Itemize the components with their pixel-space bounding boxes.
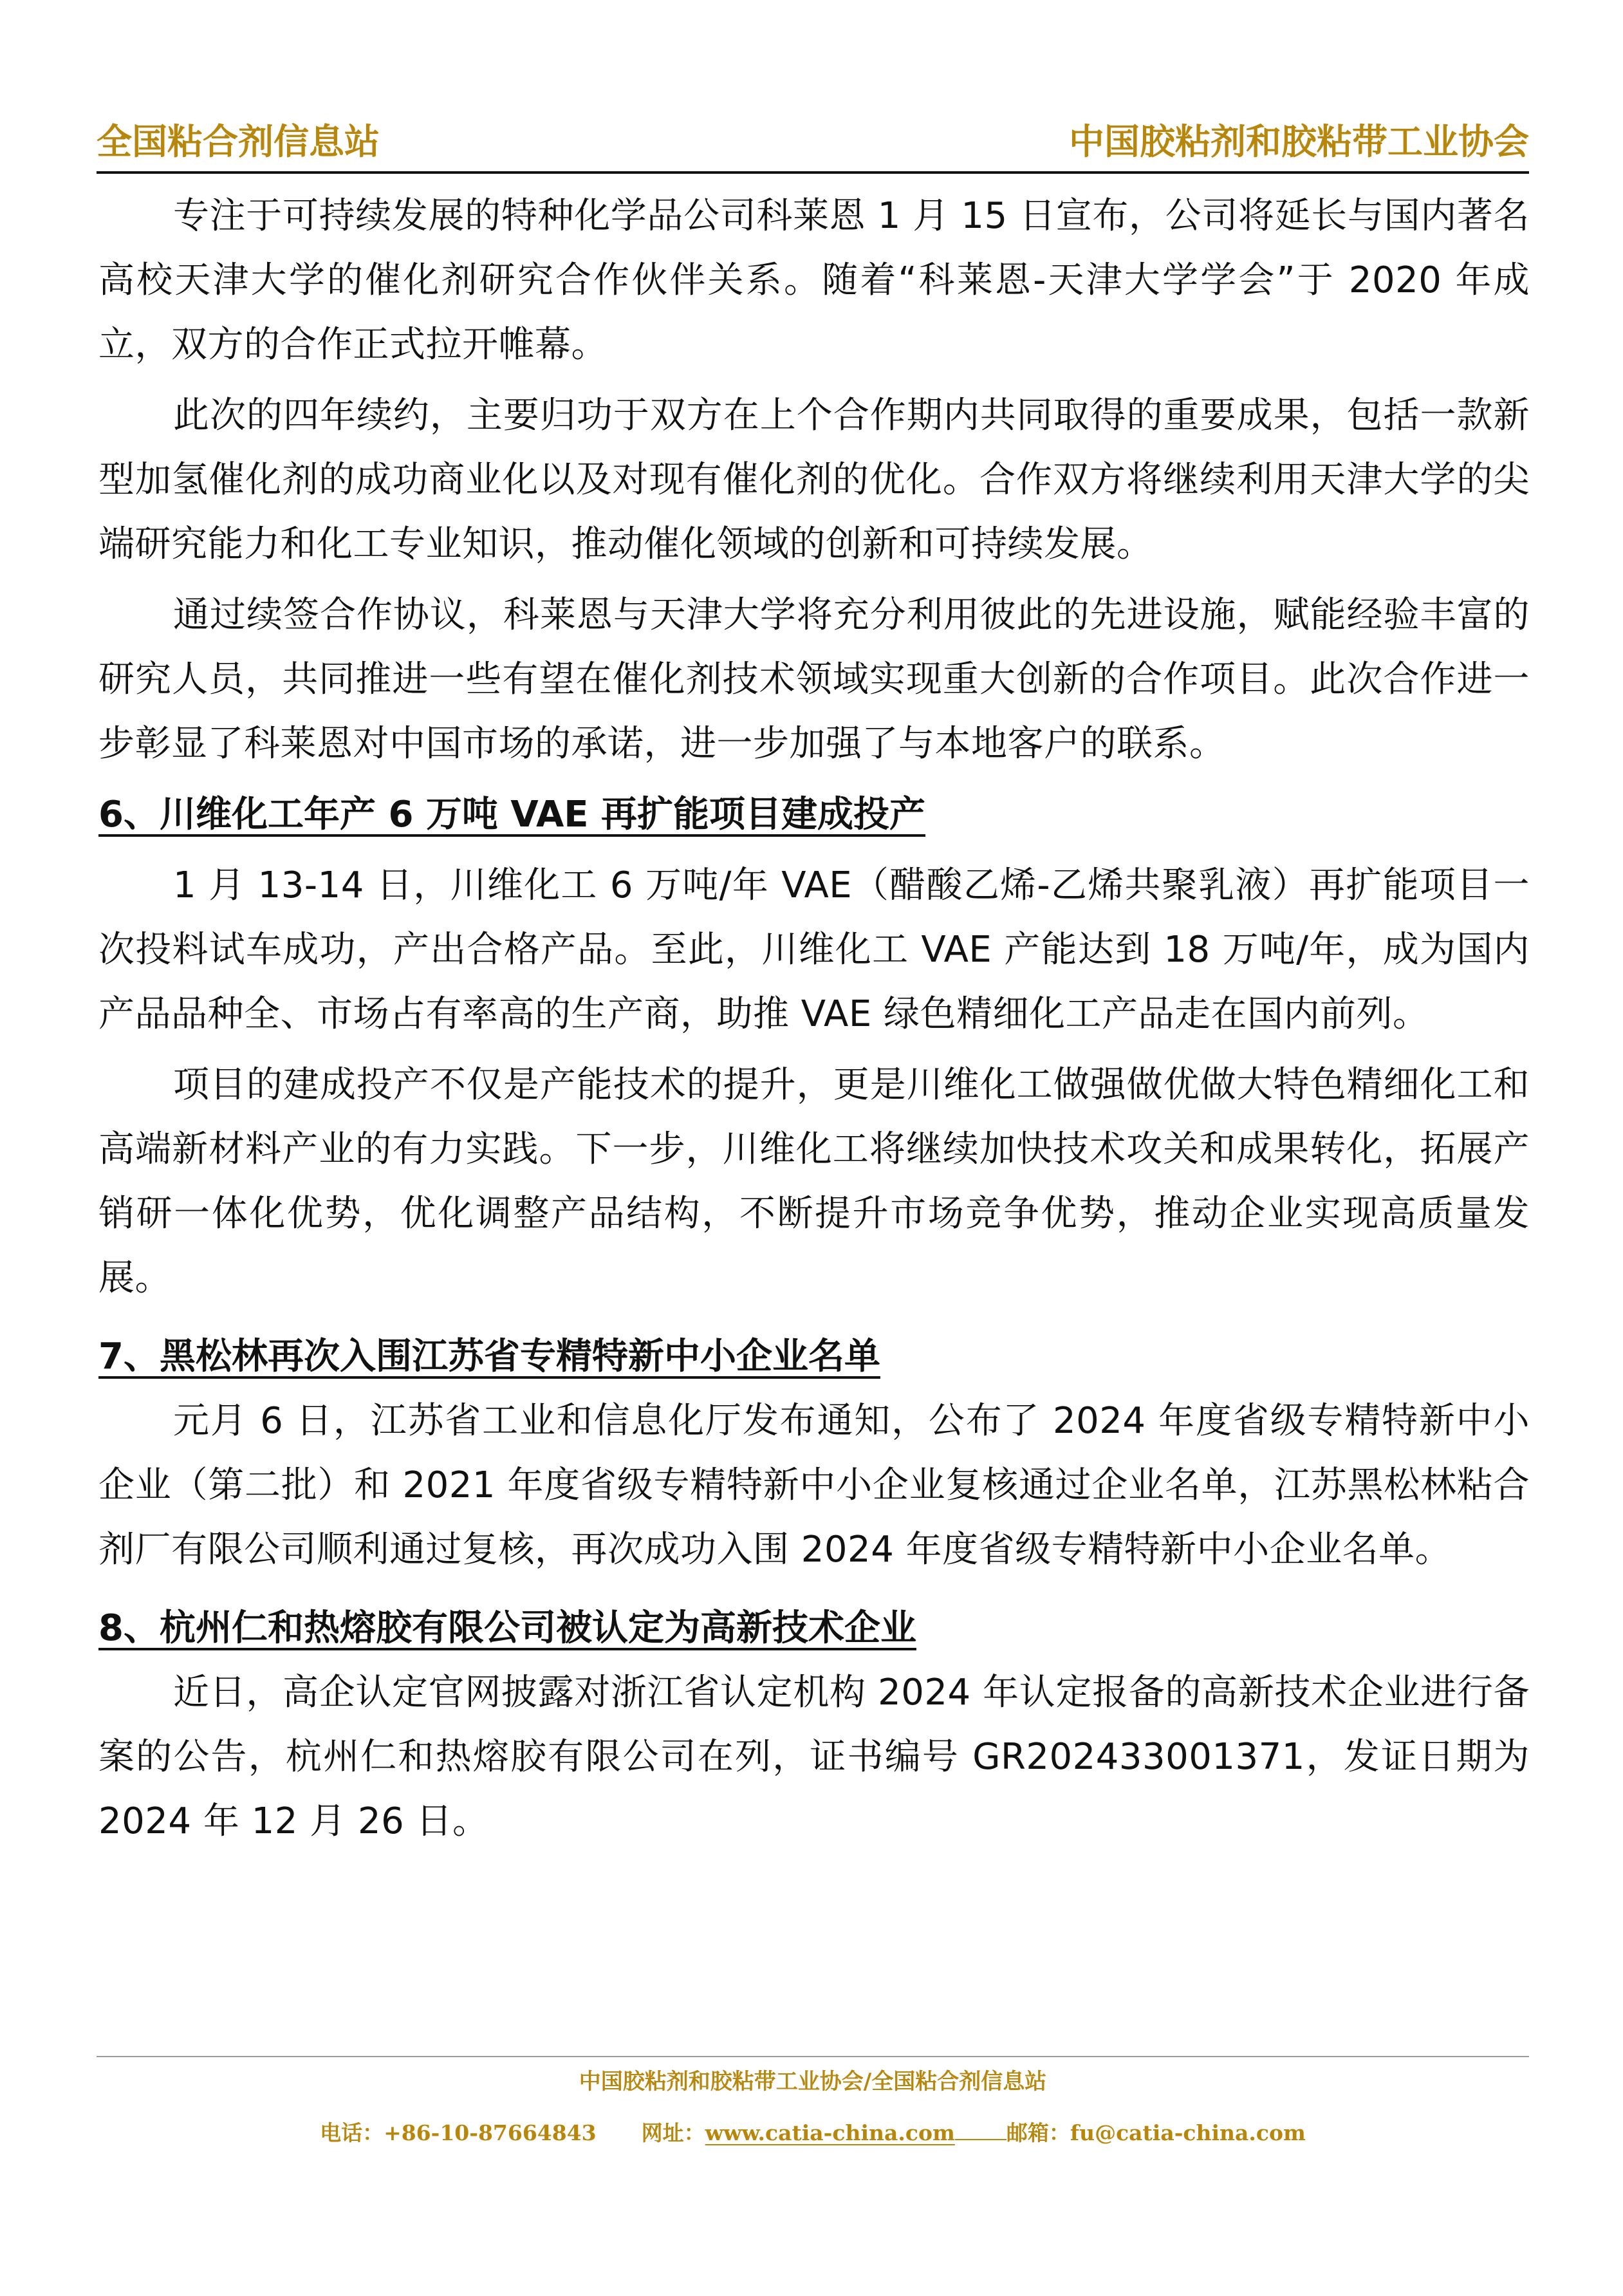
section-6-heading [98, 783, 1530, 847]
section-8-paragraph-1: 近日，高企认定官网披露对浙江省认定机构 2024 年认定报备的高新技术企业进行备案的公告，杭州仁和热熔胶有限公司在列，证书编号 GR202433001371，发证日期为 2024 年 12 月 26 日。 [98, 1672, 1530, 1842]
header-divider [97, 171, 1529, 174]
section-7-paragraph-1: 元月 6 日，江苏省工业和信息化厅发布通知，公布了 2024 年度省级专精特新中小企业（第二批）和 2021 年度省级专精特新中小企业复核通过企业名单，江苏黑松林粘合剂厂有限公司顺利通过复核，再次成功入围 2024 年度省级专精特新中小企业名单。 [98, 1400, 1530, 1571]
section-7-heading-text: 7、黑松林再次入围江苏省专精特新中小企业名单 [98, 1336, 880, 1377]
intro-paragraph-2: 此次的四年续约，主要归功于双方在上个合作期内共同取得的重要成果，包括一款新型加氢催化剂的成功商业化以及对现有催化剂的优化。合作双方将继续利用天津大学的尖端研究能力和化工专业知识，推动催化领域的创新和可持续发展。 [98, 395, 1530, 565]
intro-paragraph-3: 通过续签合作协议，科莱恩与天津大学将充分利用彼此的先进设施，赋能经验丰富的研究人员，共同推进一些有望在催化剂技术领域实现重大创新的合作项目。此次合作进一步彰显了科莱恩对中国市场的承诺，进一步加强了与本地客户的联系。 [98, 594, 1530, 765]
section-6-paragraph-1: 1 月 13-14 日，川维化工 6 万吨/年 VAE（醋酸乙烯-乙烯共聚乳液）再扩能项目一次投料试车成功，产出合格产品。至此，川维化工 VAE 产能达到 18 万吨/年，成为国内产品品种全、市场占有率高的生产商，助推 VAE 绿色精细化工产品走在国内前列。 [98, 864, 1530, 1035]
footer-email-label: 邮箱： [1006, 2120, 1070, 2145]
header-left-title: 全国粘合剂信息站 [97, 121, 380, 162]
footer-website-link[interactable]: www.catia-china.com [705, 2120, 955, 2145]
footer-org-line: 中国胶粘剂和胶粘带工业协会/全国粘合剂信息站 [579, 2069, 1047, 2095]
footer-email: fu@catia-china.com [1070, 2120, 1306, 2145]
footer-divider [97, 2056, 1529, 2057]
section-6-heading-text: 6、川维化工年产 6 万吨 VAE 再扩能项目建成投产 [98, 794, 926, 835]
section-8-heading [98, 1596, 1530, 1661]
footer-link-underline [955, 2117, 1006, 2140]
intro-paragraph-1: 专注于可持续发展的特种化学品公司科莱恩 1 月 15 日宣布，公司将延长与国内著名高校天津大学的催化剂研究合作伙伴关系。随着“科莱恩-天津大学学会”于 2020 年成立，双方的合作正式拉开帷幕。 [98, 195, 1530, 366]
page-header [97, 115, 1529, 169]
footer-web-label: 网址： [641, 2120, 705, 2145]
footer-phone: +86-10-87664843 [384, 2120, 597, 2145]
footer-phone-label: 电话： [320, 2120, 384, 2145]
section-8-heading-text: 8、杭州仁和热熔胶有限公司被认定为高新技术企业 [98, 1607, 916, 1649]
header-right-title: 中国胶粘剂和胶粘带工业协会 [1068, 121, 1529, 162]
section-7-heading [98, 1325, 1530, 1389]
article-body [98, 184, 1530, 1854]
section-6-paragraph-2: 项目的建成投产不仅是产能技术的提升，更是川维化工做强做优做大特色精细化工和高端新材料产业的有力实践。下一步，川维化工将继续加快技术攻关和成果转化，拓展产销研一体化优势，优化调整产品结构，不断提升市场竞争优势，推动企业实现高质量发展。 [98, 1064, 1530, 1299]
footer-contact-line [97, 2114, 1529, 2152]
